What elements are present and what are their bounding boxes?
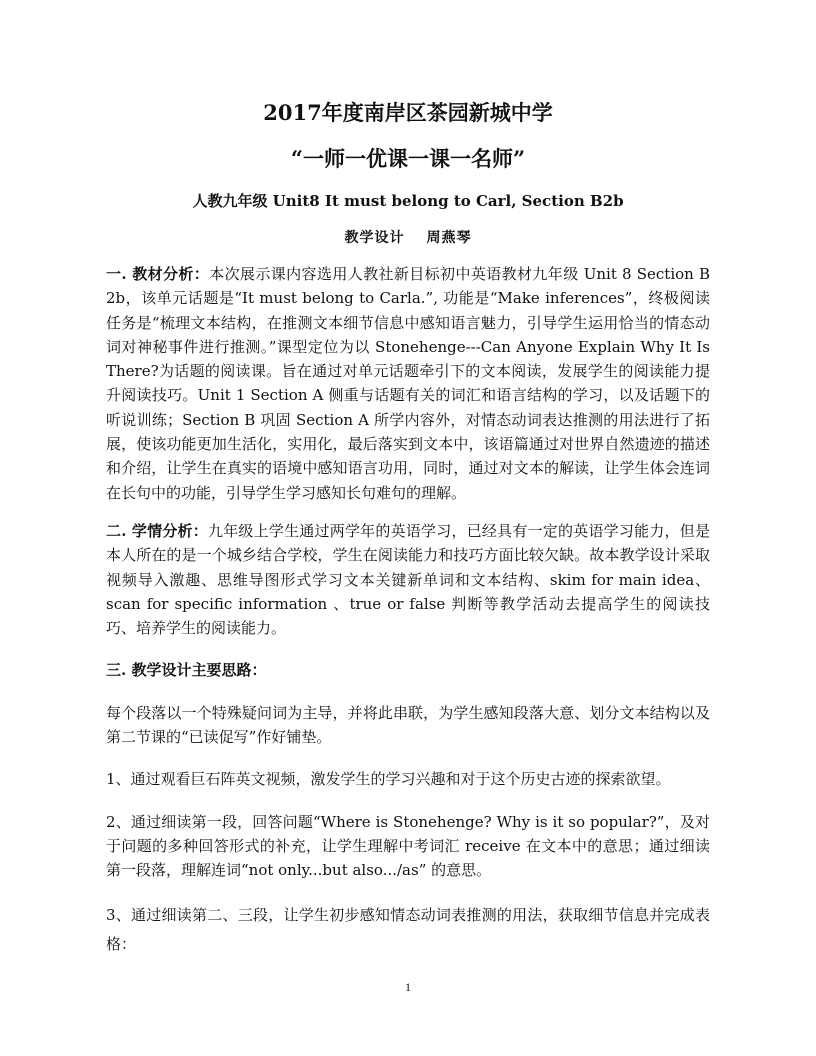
design-byline: [0, 227, 816, 247]
section-heading: 一. 教材分析：: [106, 265, 210, 283]
section-text: 九年级上学生通过两学年的英语学习，已经具有一定的英语学习能力，但是本人所在的是一个城乡结合学校，学生在阅读能力和技巧方面比较欠缺。故本教学设计采取视频导入激趣、思维导图形式学习文本关键新单词和文本结构、skim for main idea、scan for specific information 、true or false 判断等教学活动去提高学生的阅读技巧、培养学生的阅读能力。: [106, 521, 710, 638]
design-step-1: 1、通过观看巨石阵英文视频，激发学生的学习兴趣和对于这个历史古迹的探索欲望。: [106, 770, 671, 789]
section-textbook-analysis: [106, 262, 710, 505]
section-heading: 二. 学情分析：: [106, 521, 208, 540]
design-step-2: 2、通过细读第一段，回答问题“Where is Stonehenge? Why is it so popular?”，及对于问题的多种回答形式的补充，让学生理解中考词汇 receive 在文本中的意思；通过细读第一段落，理解连词“not only...but also.../as” 的意思。: [106, 812, 710, 880]
section-design-heading: 三. 教学设计主要思路：: [106, 661, 267, 680]
design-step-3: 3、通过细读第二、三段，让学生初步感知情态动词表推测的用法，获取细节信息并完成表格：: [106, 905, 710, 953]
section-student-analysis: [106, 519, 710, 640]
design-intro: 每个段落以一个特殊疑问词为主导，并将此串联，为学生感知段落大意、划分文本结构以及第二节课的“已读促写”作好铺垫。: [106, 703, 710, 747]
campaign-title: “一师一优课一课一名师”: [290, 146, 526, 171]
page-number: 1: [405, 980, 411, 994]
design-label: 教学设计: [344, 230, 405, 246]
section-text: 本次展示课内容选用人教社新目标初中英语教材九年级 Unit 8 Section B 2b，该单元话题是“It must belong to Carla.”, 功能是“Make inferences”，终极阅读任务是“梳理文本结构，在推测文本细节信息中感知语言魅力，引导学生运用恰当的情态动词对神秘事件进行推测。”课型定位为以 Stonehenge---Can Anyone Explain Why It Is There?为话题的阅读课。旨在通过对单元话题牵引下的文本阅读，发展学生的阅读能力提升阅读技巧。Unit 1 Section A 侧重与话题有关的词汇和语言结构的学习，以及话题下的听说训练；Section B 巩固 Section A 所学内容外，对情态动词表达推测的用法进行了拓展，使该功能更加生活化，实用化，最后落实到文本中，该语篇通过对世界自然遗迹的描述和介绍，让学生在真实的语境中感知语言功用，同时，通过对文本的解读，让学生体会连词在长句中的功能，引导学生学习感知长句难句的理解。: [106, 265, 710, 502]
school-title: 2017年度南岸区茶园新城中学: [263, 100, 553, 125]
lesson-title: 人教九年级 Unit8 It must belong to Carl, Section B2b: [192, 192, 624, 210]
author-name: 周燕琴: [426, 230, 472, 246]
document-body: [106, 262, 710, 959]
